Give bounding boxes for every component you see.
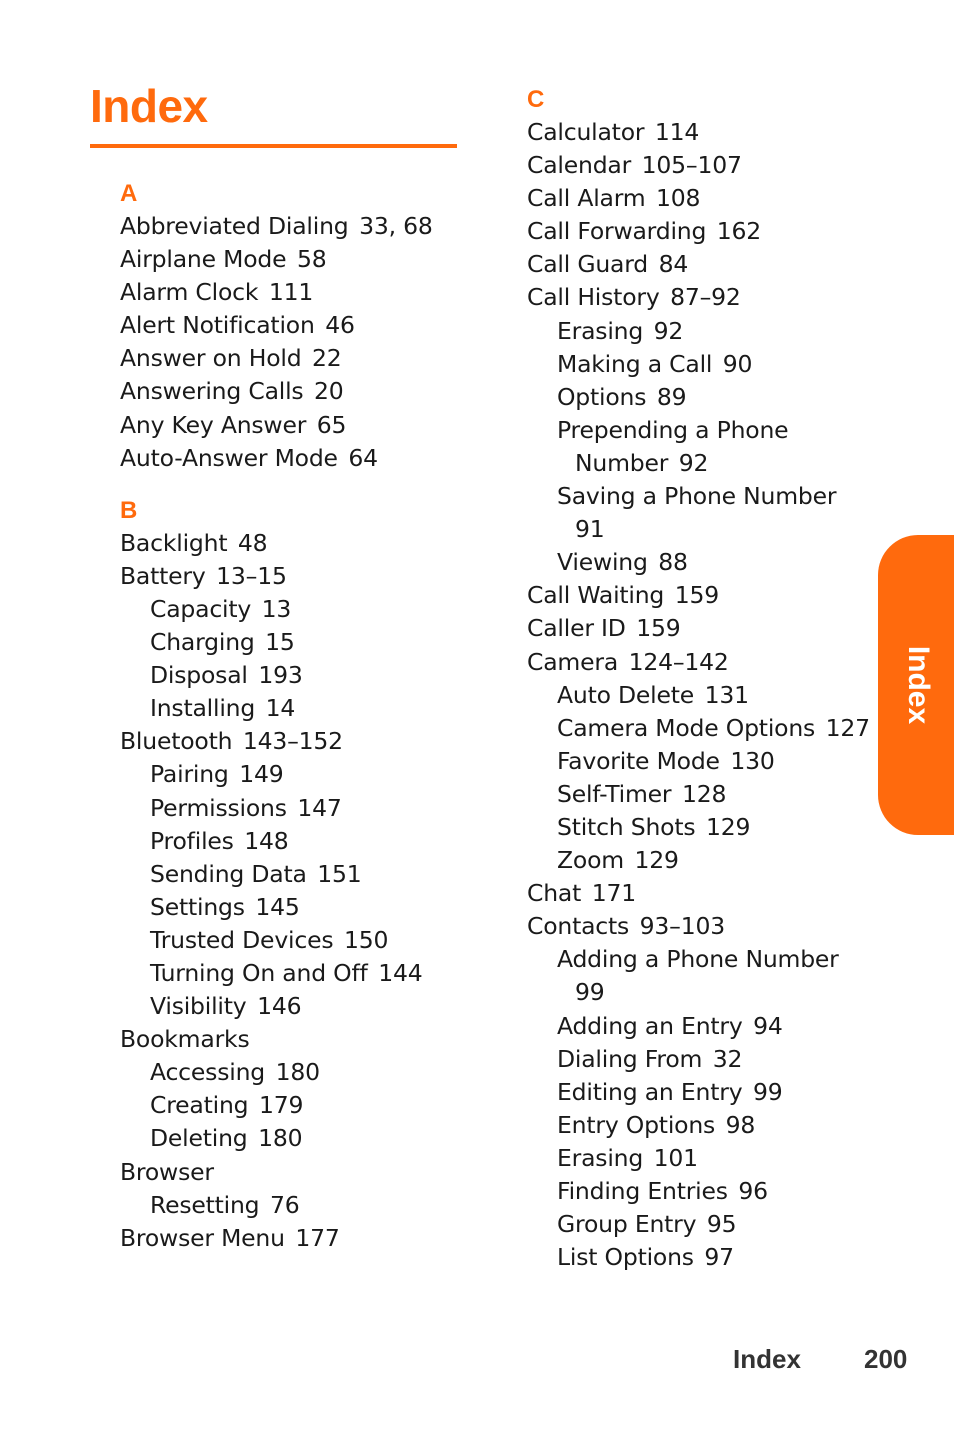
index-page-ref[interactable]: 33, 68 [359, 212, 433, 240]
index-subentry [527, 778, 887, 811]
index-term: Answering Calls [120, 377, 304, 406]
index-entry [120, 409, 480, 442]
index-subentry [120, 626, 480, 659]
index-entry [527, 579, 887, 612]
footer-section-name: Index [733, 1344, 801, 1374]
index-page-ref[interactable]: 162 [716, 217, 762, 246]
index-subentry [527, 348, 887, 381]
index-entry [527, 281, 887, 314]
index-term: Calendar [527, 151, 632, 180]
index-entry [120, 309, 480, 342]
index-page-ref[interactable]: 177 [295, 1223, 340, 1252]
index-entry [527, 215, 887, 248]
index-subentry [120, 924, 480, 957]
index-term: Stitch Shots [557, 812, 696, 841]
index-page-ref[interactable]: 84 [658, 250, 689, 279]
index-page-ref[interactable]: 129 [634, 846, 679, 875]
index-page-ref[interactable]: 148 [244, 826, 289, 855]
index-subentry [527, 1010, 887, 1043]
index-page-ref[interactable]: 46 [325, 311, 355, 340]
index-page-ref[interactable]: 149 [239, 760, 284, 789]
index-term: Number [575, 448, 669, 477]
index-entry [527, 116, 887, 149]
index-subentry [527, 315, 887, 348]
index-page-ref[interactable]: 151 [317, 859, 362, 888]
index-page-ref[interactable]: 147 [297, 793, 342, 822]
index-subentry [120, 1122, 480, 1155]
index-subentry [527, 712, 887, 745]
index-entry [527, 877, 887, 910]
index-page-ref[interactable]: 144 [378, 958, 423, 987]
index-term: Charging [150, 628, 255, 657]
index-entry [527, 182, 887, 215]
index-page-ref[interactable]: 93–103 [639, 912, 725, 941]
index-page-ref[interactable]: 193 [258, 661, 303, 690]
index-subentry [120, 990, 480, 1023]
index-page-ref[interactable]: 65 [316, 410, 347, 439]
section-side-tab-label: Index [902, 645, 935, 725]
index-term: Calculator [527, 118, 645, 146]
index-term: Browser [120, 1157, 214, 1186]
index-term: Airplane Mode [120, 245, 287, 274]
index-subentry [527, 943, 887, 976]
index-subentry [527, 1076, 887, 1109]
index-term: Group Entry [557, 1210, 697, 1239]
index-page-ref[interactable]: 108 [656, 184, 701, 213]
index-subentry [527, 1043, 887, 1076]
index-page-ref[interactable]: 13–15 [216, 561, 287, 590]
index-term: Turning On and Off [150, 958, 368, 987]
index-letter-heading: C [527, 86, 545, 113]
index-page-ref[interactable]: 180 [275, 1058, 320, 1087]
index-subentry [120, 593, 480, 626]
index-page-ref[interactable]: 13 [261, 594, 292, 623]
index-term: Resetting [150, 1190, 260, 1219]
index-term: Zoom [557, 846, 624, 875]
index-term: Call Forwarding [527, 217, 707, 246]
index-entry [527, 646, 887, 679]
index-term: Caller ID [527, 614, 626, 643]
index-page-ref[interactable]: 105–107 [641, 151, 742, 180]
index-page-ref[interactable]: 90 [722, 349, 753, 378]
index-term: Installing [150, 694, 256, 723]
index-page-ref[interactable]: 14 [265, 694, 296, 723]
index-subentry [527, 745, 887, 778]
index-entry [120, 276, 480, 309]
index-entry [527, 910, 887, 943]
index-page-ref[interactable]: 129 [705, 812, 751, 841]
index-entry [120, 442, 480, 475]
index-term: Chat [527, 879, 582, 908]
index-page-ref[interactable]: 88 [658, 548, 688, 577]
index-entry [120, 1156, 480, 1189]
index-term: Call Waiting [527, 581, 665, 610]
index-page-ref[interactable]: 87–92 [670, 283, 741, 312]
index-subentry [527, 414, 887, 447]
index-term: Alarm Clock [120, 278, 259, 307]
index-page-ref[interactable]: 130 [730, 746, 775, 775]
index-page-ref[interactable]: 76 [269, 1190, 300, 1219]
index-page-ref[interactable]: 179 [258, 1091, 304, 1120]
index-term: Bookmarks [120, 1025, 250, 1054]
index-term: Auto Delete [557, 680, 695, 709]
index-term: Call Alarm [527, 184, 646, 213]
index-subentry [120, 792, 480, 825]
index-subentry [120, 891, 480, 924]
index-term: Adding an Entry [557, 1011, 743, 1040]
index-page-ref[interactable]: 32 [712, 1044, 743, 1073]
index-subentry [120, 692, 480, 725]
index-term: Contacts [527, 912, 630, 941]
index-term: Camera Mode Options [557, 713, 816, 742]
index-subentry [120, 825, 480, 858]
index-subentry [527, 976, 887, 1009]
index-subentry [527, 1208, 887, 1241]
index-term: Dialing From [557, 1044, 703, 1073]
index-subentry [527, 1109, 887, 1142]
index-term: Bluetooth [120, 727, 233, 756]
index-column-left [120, 177, 480, 1255]
index-term: Battery [120, 561, 206, 590]
footer-page-number: 200 [864, 1344, 908, 1374]
index-page-ref[interactable]: 143–152 [242, 727, 343, 756]
index-term: Sending Data [150, 859, 307, 888]
index-term: Saving a Phone Number [557, 482, 837, 511]
index-page-ref[interactable]: 92 [653, 316, 684, 345]
index-term: Favorite Mode [557, 746, 720, 775]
index-column-right [527, 83, 887, 1274]
index-page-ref[interactable]: 159 [636, 614, 681, 643]
index-page-ref[interactable]: 97 [704, 1243, 734, 1272]
index-term: Backlight [120, 528, 228, 557]
index-entry [120, 1023, 480, 1056]
index-page-ref[interactable]: 159 [674, 581, 719, 610]
index-entry [120, 1222, 480, 1255]
title-underline [90, 144, 457, 148]
index-subentry [527, 480, 887, 513]
index-page-ref[interactable]: 20 [314, 377, 344, 406]
index-term: Self-Timer [557, 779, 672, 808]
index-page-ref[interactable]: 101 [653, 1143, 698, 1172]
index-term: Erasing [557, 316, 644, 345]
index-term: List Options [557, 1243, 694, 1272]
index-page-ref[interactable]: 58 [296, 245, 327, 274]
index-term: Viewing [557, 548, 648, 577]
index-subentry [527, 546, 887, 579]
index-subentry [120, 1056, 480, 1089]
index-page-ref[interactable]: 180 [258, 1124, 303, 1153]
index-page-ref[interactable]: 111 [268, 278, 314, 307]
index-subentry [527, 1142, 887, 1175]
index-term: Creating [150, 1091, 249, 1120]
index-term: Profiles [150, 826, 234, 855]
index-entry [120, 560, 480, 593]
index-subentry [527, 844, 887, 877]
index-page-ref[interactable]: 96 [738, 1177, 768, 1205]
index-term: Editing an Entry [557, 1077, 743, 1106]
index-term: Call History [527, 283, 660, 312]
index-page-ref[interactable]: 145 [255, 892, 300, 921]
index-entry [527, 612, 887, 645]
index-page-ref[interactable]: 99 [752, 1077, 783, 1106]
index-entry [120, 725, 480, 758]
index-page-ref[interactable]: 91 [575, 515, 605, 544]
index-term: Visibility [150, 992, 247, 1021]
index-term: Auto-Answer Mode [120, 443, 338, 472]
index-entry [527, 149, 887, 182]
index-entry [527, 248, 887, 281]
index-entry [120, 527, 480, 560]
index-term: Erasing [557, 1143, 644, 1172]
index-term: Options [557, 382, 647, 411]
index-term: Finding Entries [557, 1177, 728, 1205]
index-term: Browser Menu [120, 1223, 285, 1252]
index-page-ref[interactable]: 15 [265, 628, 295, 657]
index-page-ref[interactable]: 98 [725, 1110, 756, 1139]
index-subentry [120, 1189, 480, 1222]
index-page-ref[interactable]: 99 [575, 978, 605, 1007]
index-subentry [527, 1175, 887, 1208]
index-letter-heading: A [120, 180, 138, 207]
index-term: Camera [527, 647, 619, 676]
index-page-ref[interactable]: 171 [591, 879, 636, 908]
index-term: Call Guard [527, 250, 649, 279]
index-entry [120, 342, 480, 375]
index-subentry [527, 513, 887, 546]
index-subentry [120, 659, 480, 692]
page-title: Index [90, 80, 208, 132]
index-page-ref[interactable]: 94 [753, 1011, 783, 1040]
index-entry [120, 210, 480, 243]
index-page-ref[interactable]: 124–142 [628, 647, 729, 676]
index-page-ref[interactable]: 89 [656, 382, 687, 411]
index-entry [120, 375, 480, 408]
index-term: Capacity [150, 594, 252, 623]
index-term: Prepending a Phone [557, 415, 789, 444]
index-term: Answer on Hold [120, 344, 302, 373]
index-subentry [120, 1089, 480, 1122]
index-term: Entry Options [557, 1110, 716, 1139]
index-page-ref[interactable]: 92 [678, 448, 709, 477]
index-term: Adding a Phone Number [557, 945, 839, 974]
index-page-ref[interactable]: 127 [825, 713, 870, 742]
index-term: Trusted Devices [150, 925, 334, 954]
index-term: Any Key Answer [120, 410, 307, 439]
index-subentry [527, 679, 887, 712]
index-page-ref[interactable]: 131 [704, 680, 749, 709]
index-subentry [120, 758, 480, 791]
index-page-ref[interactable]: 95 [706, 1210, 737, 1239]
index-term: Permissions [150, 793, 287, 822]
index-term: Alert Notification [120, 311, 315, 340]
index-term: Pairing [150, 760, 229, 789]
index-subentry [527, 811, 887, 844]
index-entry [120, 243, 480, 276]
index-page-ref[interactable]: 128 [681, 779, 727, 808]
index-page-ref[interactable]: 114 [654, 118, 700, 146]
index-subentry [527, 1241, 887, 1274]
index-term: Disposal [150, 661, 248, 690]
index-subentry [527, 381, 887, 414]
index-term: Making a Call [557, 349, 713, 378]
index-subentry [120, 858, 480, 891]
index-term: Accessing [150, 1058, 265, 1087]
index-page-ref[interactable]: 146 [257, 992, 302, 1021]
index-page-ref[interactable]: 64 [348, 443, 378, 472]
index-page-ref[interactable]: 48 [237, 528, 268, 557]
index-term: Settings [150, 892, 245, 921]
index-letter-heading: B [120, 496, 138, 524]
index-page-ref[interactable]: 22 [312, 344, 342, 373]
index-page-ref[interactable]: 150 [343, 925, 389, 954]
index-term: Abbreviated Dialing [120, 212, 349, 240]
index-subentry [120, 957, 480, 990]
index-term: Deleting [150, 1124, 248, 1153]
index-subentry [527, 447, 887, 480]
